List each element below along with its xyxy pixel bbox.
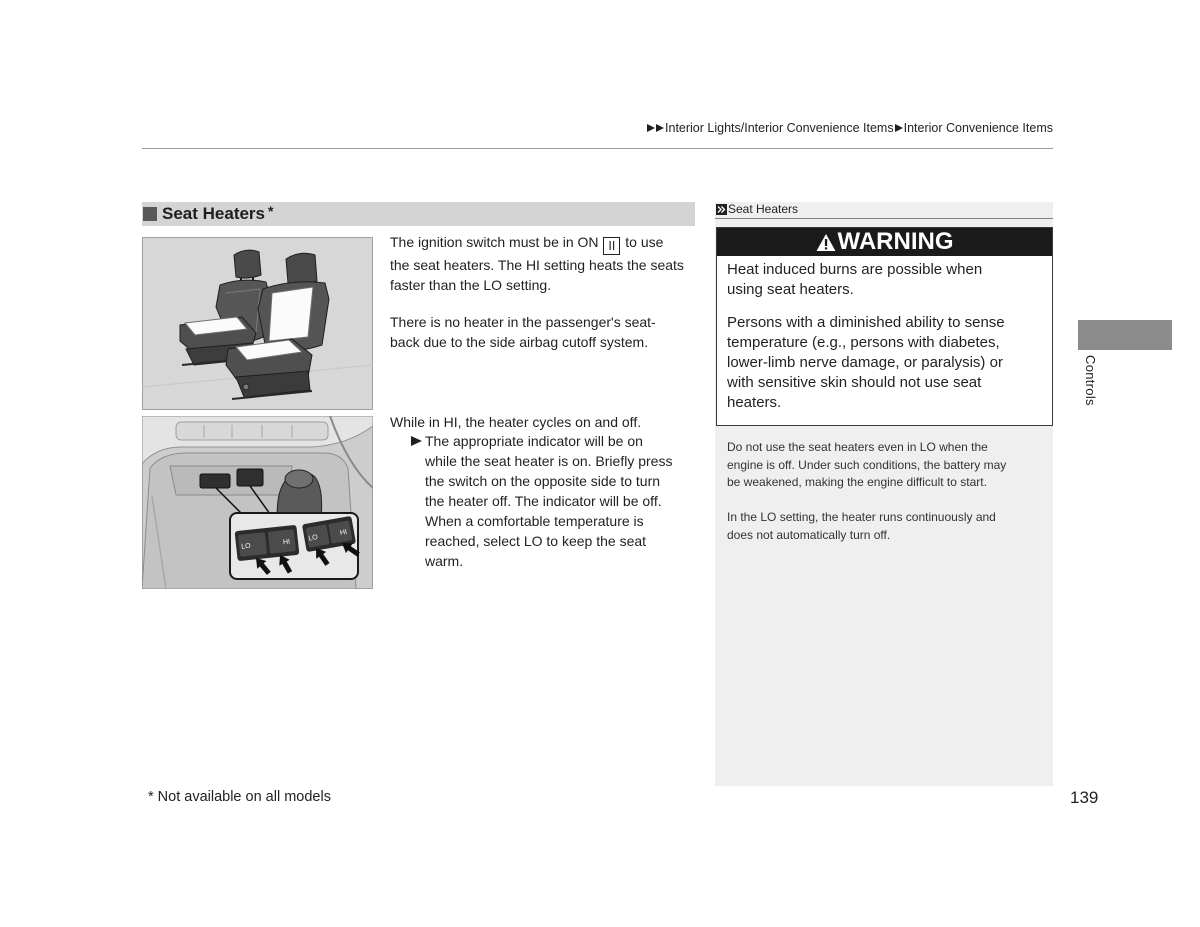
- ignition-text-after: to use the seat heaters. The HI setting heats the seats faster than the LO setting.: [390, 234, 684, 293]
- sidebar-title-divider: [715, 218, 1053, 219]
- header-divider: [142, 148, 1053, 149]
- seat-heater-switch-illustration: [142, 416, 373, 589]
- cross-reference-icon: [716, 204, 727, 215]
- square-bullet-icon: [143, 207, 157, 221]
- seat-heater-areas-illustration: [142, 237, 373, 410]
- breadcrumb-arrow-icon: [656, 124, 664, 132]
- page-number: 139: [1070, 788, 1099, 807]
- section-title: [162, 202, 273, 226]
- warning-box: [716, 227, 1053, 426]
- switch-callout-inset: [230, 513, 362, 579]
- sidebar-note-engine-off: Do not use the seat heaters even in LO when the engine is off. Under such conditions, the battery may be weakened, making the engine difficult to start.: [727, 440, 1007, 489]
- breadcrumb-arrow-icon: [647, 124, 655, 132]
- warning-text-burns: Heat induced burns are possible when using seat heaters.: [727, 261, 983, 298]
- footnote: * Not available on all models: [148, 789, 331, 805]
- sidebar-note-lo-setting: In the LO setting, the heater runs continuously and does not automatically turn off.: [727, 510, 996, 542]
- switch-hi-label: HI: [339, 528, 348, 538]
- switch-lo-label: LO: [307, 534, 319, 543]
- hi-setting-paragraph: While in HI, the heater cycles on and off.: [390, 414, 642, 430]
- warning-triangle-icon: [816, 233, 836, 252]
- breadcrumb-current-link[interactable]: Interior Convenience Items: [903, 121, 1053, 135]
- footnote-marker: *: [268, 203, 274, 219]
- chapter-tab-label[interactable]: Controls: [1083, 355, 1098, 406]
- chapter-tab-marker[interactable]: [1078, 320, 1172, 350]
- warning-header: [717, 228, 1052, 256]
- warning-heading: WARNING: [837, 228, 954, 255]
- section-title-text: Seat Heaters: [162, 204, 266, 223]
- switch-hi-label: HI: [282, 538, 291, 547]
- sidebar-reference-title[interactable]: Seat Heaters: [728, 202, 799, 216]
- section-heading-bar: [142, 202, 695, 226]
- breadcrumb: [647, 120, 1053, 136]
- ignition-position-key: II: [603, 237, 620, 255]
- passenger-seat-paragraph: There is no heater in the passenger's seat- back due to the side airbag cutoff system.: [390, 314, 656, 350]
- ignition-paragraph: [390, 232, 684, 295]
- ignition-text-before: The ignition switch must be in ON: [390, 234, 603, 250]
- hi-setting-detail: The appropriate indicator will be on while the seat heater is on. Briefly press the switch on the opposite side to turn the heater off. The indicator will be off. When a comfortable temperature is reached, select LO to keep the seat warm.: [425, 433, 673, 569]
- triangle-right-icon: [411, 436, 422, 446]
- warning-text-sensitivity: Persons with a diminished ability to sense temperature (e.g., persons with diabetes, lower-limb nerve damage, or paralysis) or with sensitive skin should not use seat heaters.: [727, 314, 1005, 411]
- switch-lo-label: LO: [240, 542, 251, 551]
- breadcrumb-parent-link[interactable]: Interior Lights/Interior Convenience Items: [665, 121, 894, 135]
- breadcrumb-arrow-icon: [895, 124, 903, 132]
